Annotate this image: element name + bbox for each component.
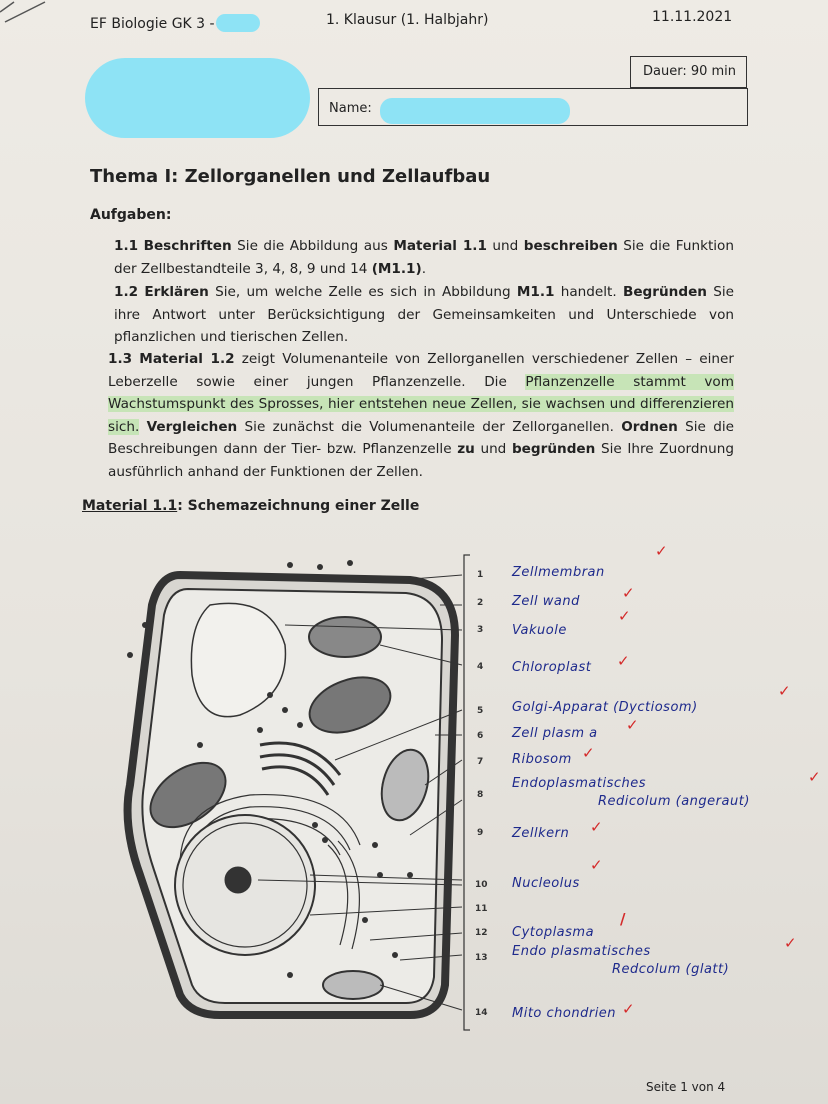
check-mark: ✓ xyxy=(590,856,603,874)
task-verb: Erklären xyxy=(144,284,209,300)
task-verb: Begründen xyxy=(622,284,707,300)
check-mark: ✓ xyxy=(784,934,797,952)
highlighted-text: Pflanzenzelle stammt vom Wachstumspunkt des Sprosses, hier entstehen neue Zellen, sie wachsen und differenzieren sich. xyxy=(108,373,734,435)
page-number: Seite 1 von 4 xyxy=(646,1080,726,1094)
task-text: handelt. xyxy=(554,284,623,300)
answer-12: Cytoplasma xyxy=(512,925,595,940)
task-1-2 xyxy=(114,281,734,349)
answer-10: Nucleolus xyxy=(512,876,580,891)
task-text: . xyxy=(421,260,427,277)
answer-1: Zellmembran xyxy=(512,565,605,580)
answer-7: Ribosom xyxy=(512,752,572,767)
task-verb: beschreiben xyxy=(523,238,618,254)
task-text xyxy=(139,419,146,435)
pen-mark xyxy=(0,0,60,30)
check-mark: ✓ xyxy=(617,652,630,670)
task-text: und xyxy=(486,238,524,254)
cell-diagram xyxy=(110,545,470,1050)
label-number: 3 xyxy=(477,625,484,635)
material-title: : Schemazeichnung einer Zelle xyxy=(177,498,420,514)
material-label: Material 1.1 xyxy=(82,498,178,514)
label-number: 7 xyxy=(477,757,484,767)
task-text: zeigt Volumenanteile von Zellorganellen verschiedener Zellen – einer Leberzelle sowie einer jungen xyxy=(108,351,734,390)
topic-heading: Thema I: Zellorganellen und Zellaufbau xyxy=(90,166,491,187)
label-number: 8 xyxy=(477,790,484,800)
answer-13a: Endo plasmatisches xyxy=(512,944,651,959)
answer-4: Chloroplast xyxy=(512,660,592,675)
label-number: 4 xyxy=(477,662,484,672)
label-number: 9 xyxy=(477,828,484,838)
task-text: Sie, um welche Zelle es sich in Abbildung xyxy=(208,284,517,300)
exam-title: 1. Klausur (1. Halbjahr) xyxy=(326,12,489,28)
duration-label: Dauer: 90 min xyxy=(643,64,737,79)
task-number: 1.1 xyxy=(114,238,139,254)
task-verb: zu xyxy=(457,441,475,457)
task-1-3 xyxy=(108,348,734,483)
answer-2: Zell wand xyxy=(512,594,580,609)
label-number: 6 xyxy=(477,731,484,741)
answer-5: Golgi-Apparat (Dyctiosom) xyxy=(512,700,698,715)
answer-6: Zell plasm a xyxy=(512,726,598,741)
check-mark: ✓ xyxy=(582,744,595,762)
check-mark: ✓ xyxy=(626,716,639,734)
task-text: Sie die Beschreibungen dann der Tier- bzw. Pflanzenzelle xyxy=(108,418,734,457)
task-1-1 xyxy=(114,235,734,280)
task-text: und xyxy=(474,441,512,457)
check-mark: ✓ xyxy=(618,607,631,625)
label-number: 11 xyxy=(475,904,488,914)
redacted-area xyxy=(85,58,310,138)
course-label: EF Biologie GK 3 - xyxy=(90,16,215,32)
answer-8b: Redicolum (angeraut) xyxy=(598,794,750,809)
answer-3: Vakuole xyxy=(512,623,567,638)
wrong-mark: / xyxy=(620,910,626,928)
task-ref: (M1.1) xyxy=(371,260,422,277)
label-number: 12 xyxy=(475,928,488,938)
task-text: Pflanzenzelle. Die xyxy=(372,373,526,390)
label-number: 5 xyxy=(477,706,484,716)
material-heading xyxy=(82,498,419,514)
name-label: Name: xyxy=(329,101,372,116)
tasks-heading: Aufgaben: xyxy=(90,207,172,223)
task-number: 1.2 xyxy=(114,284,139,300)
task-verb: Vergleichen xyxy=(146,418,238,435)
task-verb: begründen xyxy=(511,441,596,457)
task-verb: Ordnen xyxy=(621,418,678,435)
check-mark: ✓ xyxy=(808,768,821,786)
redacted-name-blot xyxy=(216,14,260,32)
check-mark: ✓ xyxy=(655,542,668,560)
task-ref: M1.1 xyxy=(516,284,555,300)
task-number: 1.3 xyxy=(108,351,133,367)
label-number: 14 xyxy=(475,1008,488,1018)
label-number: 1 xyxy=(477,570,484,580)
task-text: Sie die Funktion der Zellbestandteile 3, 4, 8, 9 und 14 xyxy=(114,238,734,277)
task-verb: Beschriften xyxy=(143,238,232,254)
check-mark: ✓ xyxy=(590,818,603,836)
check-mark: ✓ xyxy=(622,1000,635,1018)
answer-9: Zellkern xyxy=(512,826,570,841)
task-text: Sie Ihre Zuordnung ausführlich anhand der Funktionen der Zellen. xyxy=(108,441,734,480)
exam-date: 11.11.2021 xyxy=(652,9,733,25)
label-number: 13 xyxy=(475,953,488,963)
answer-14: Mito chondrien xyxy=(512,1006,617,1021)
task-ref: Material 1.1 xyxy=(393,238,487,254)
duration-box xyxy=(630,56,747,88)
task-text: Sie ihre Antwort unter Berücksichtigung der Gemeinsamkeiten und Unterschiede von pflanzlichen und tierischen Zellen. xyxy=(114,284,735,345)
answer-13b: Redcolum (glatt) xyxy=(612,962,730,977)
label-number: 10 xyxy=(475,880,488,890)
check-mark: ✓ xyxy=(778,682,791,700)
task-text: Sie zunächst die Volumenanteile der Zellorganellen. xyxy=(237,418,622,435)
check-mark: ✓ xyxy=(622,584,635,602)
task-ref: Material 1.2 xyxy=(139,351,235,367)
redacted-student-name xyxy=(380,98,570,124)
label-number: 2 xyxy=(477,598,484,608)
answer-8a: Endoplasmatisches xyxy=(512,776,647,791)
task-text: Sie die Abbildung aus xyxy=(231,238,394,254)
